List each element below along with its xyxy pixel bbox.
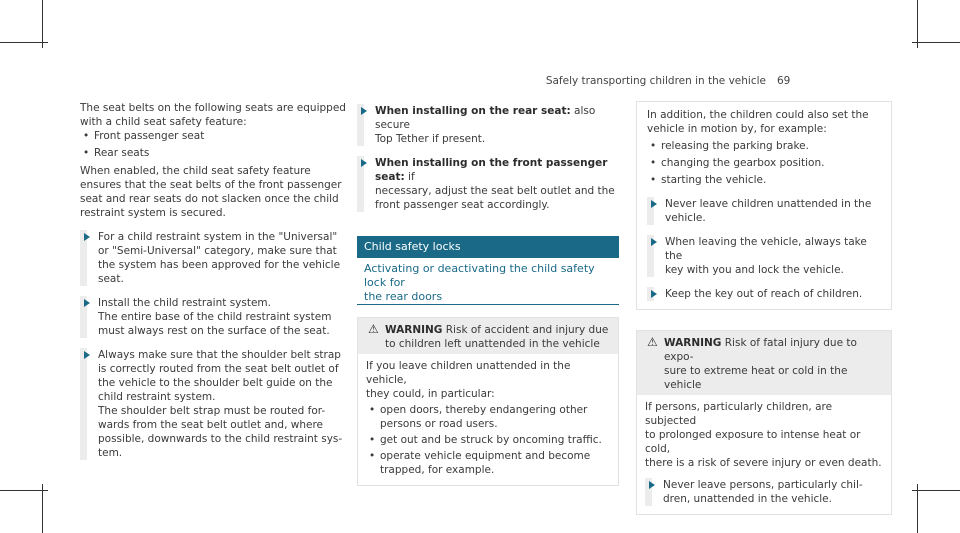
text-line: seat and rear seats do not slacken once the child	[80, 193, 339, 205]
warning-header	[637, 331, 891, 395]
text-line	[375, 104, 619, 132]
arrow-icon	[361, 159, 367, 167]
column-3	[636, 101, 892, 515]
text-line: or "Semi-Universal" category, make sure that	[98, 245, 337, 257]
text-line: sure to extreme heat or cold in the vehicle	[664, 365, 848, 391]
text-line: tem.	[98, 447, 123, 459]
text-line: Never leave children unattended in the	[665, 198, 872, 210]
arrow-icon	[84, 351, 90, 359]
text-line: For a child restraint system in the "Universal"	[98, 231, 338, 243]
text-line: Never leave persons, particularly chil-	[663, 479, 863, 491]
text-line: Install the child restraint system.	[98, 297, 271, 309]
instruction-step	[357, 104, 619, 146]
text-line: ensures that the seat belts of the front passenger	[80, 179, 342, 191]
list-item: • Front passenger seat	[80, 129, 352, 143]
intro-line: with a child seat safety feature:	[80, 116, 247, 128]
list-item: • releasing the parking brake.	[647, 139, 883, 153]
text-line: Activating or deactivating the child safety lock for	[364, 262, 595, 289]
crop-mark	[42, 0, 43, 48]
list-item: • starting the vehicle.	[647, 173, 883, 187]
list-item	[366, 433, 610, 447]
arrow-icon	[651, 200, 657, 208]
instruction-step	[80, 296, 352, 338]
arrow-icon	[361, 107, 367, 115]
text-line: The entire base of the child restraint system	[98, 311, 332, 323]
text-line: When enabled, the child seat safety feature	[80, 165, 311, 177]
arrow-icon	[651, 290, 657, 298]
warning-body	[358, 354, 618, 485]
crop-mark	[912, 42, 960, 43]
warning-label: WARNING	[385, 324, 443, 336]
continued-box	[636, 101, 892, 310]
text-line: • operate vehicle equipment and become	[380, 450, 591, 462]
text-line: to prolonged exposure to intense heat or cold,	[645, 429, 861, 455]
text-line: the system has been approved for the vehicle	[98, 259, 341, 271]
instruction-step	[647, 287, 883, 301]
text-span: also secure	[375, 105, 596, 131]
text-line: trapped, for example.	[380, 464, 495, 476]
text-span: Risk of accident and injury due	[442, 324, 609, 336]
warning-icon: ⚠	[368, 322, 379, 336]
text-line: vehicle in motion by, for example:	[647, 123, 827, 135]
text-line: In addition, the children could also set the	[647, 109, 869, 121]
section-heading: Child safety locks	[357, 236, 619, 258]
instruction-step	[80, 230, 352, 286]
text-line: child restraint system.	[98, 391, 216, 403]
crop-mark	[42, 484, 43, 533]
text-line: Keep the key out of reach of children.	[665, 288, 863, 300]
text-line: • open doors, thereby endangering other	[380, 404, 588, 416]
instruction-step	[647, 235, 883, 277]
text-line: there is a risk of severe injury or even death.	[645, 457, 882, 469]
text-span: Risk of fatal injury due to expo-	[664, 337, 857, 363]
text-line: Always make sure that the shoulder belt strap	[98, 349, 341, 361]
list-item: • Rear seats	[80, 146, 352, 160]
list-item	[366, 403, 610, 431]
warning-icon: ⚠	[647, 335, 658, 349]
text-line: vehicle.	[665, 212, 706, 224]
text-line: If you leave children unattended in the vehicle,	[366, 360, 571, 386]
text-line	[375, 156, 619, 184]
text-line: the rear doors	[364, 290, 443, 303]
text-line: When leaving the vehicle, always take the	[665, 236, 867, 262]
arrow-icon	[84, 233, 90, 241]
text-line: wards from the seat belt outlet and, where	[98, 419, 323, 431]
text-line: key with you and lock the vehicle.	[665, 264, 844, 276]
text-line: the vehicle to the shoulder belt guide on the	[98, 377, 333, 389]
intro-line: The seat belts on the following seats are equipped	[80, 102, 346, 114]
instruction-step	[645, 478, 883, 506]
bold-label: When installing on the front passenger seat:	[375, 157, 608, 183]
arrow-icon	[84, 299, 90, 307]
subsection-heading	[357, 262, 619, 304]
crop-mark	[917, 0, 918, 48]
list-item	[366, 449, 610, 477]
text-line: front passenger seat accordingly.	[375, 199, 550, 211]
text-line: If persons, particularly children, are subjected	[645, 401, 833, 427]
text-line: is correctly routed from the seat belt outlet of	[98, 363, 339, 375]
instruction-step	[647, 197, 883, 225]
text-line: they could, in particular:	[366, 388, 495, 400]
text-line: persons or road users.	[380, 418, 498, 430]
text-line: to children left unattended in the vehicle	[385, 338, 600, 350]
column-2	[357, 101, 619, 486]
running-header: Safely transporting children in the vehicle	[545, 75, 766, 87]
warning-box	[636, 330, 892, 515]
page-number: 69	[777, 75, 791, 87]
text-line: dren, unattended in the vehicle.	[663, 493, 832, 505]
text-line: possible, downwards to the child restraint sys-	[98, 433, 343, 445]
arrow-icon	[651, 238, 657, 246]
warning-body	[637, 395, 891, 514]
crop-mark	[912, 490, 960, 491]
warning-box	[357, 317, 619, 486]
text-line: Top Tether if present.	[375, 133, 486, 145]
list-item: • changing the gearbox position.	[647, 156, 883, 170]
text-line	[385, 323, 610, 337]
text-line: • get out and be struck by oncoming traffic.	[380, 434, 602, 446]
crop-mark	[0, 490, 48, 491]
instruction-step	[357, 156, 619, 212]
text-line: seat.	[98, 273, 124, 285]
step-bar	[80, 348, 87, 460]
bold-label: When installing on the rear seat:	[375, 105, 571, 117]
crop-mark	[0, 42, 48, 43]
text-line: The shoulder belt strap must be routed for-	[98, 405, 326, 417]
text-line: necessary, adjust the seat belt outlet and the	[375, 185, 615, 197]
paragraph	[80, 164, 352, 220]
text-span: if	[404, 171, 415, 183]
divider	[357, 304, 619, 305]
text-line	[664, 336, 883, 364]
instruction-step	[80, 348, 352, 460]
arrow-icon	[649, 481, 655, 489]
crop-mark	[917, 484, 918, 533]
text-line: must always rest on the surface of the seat.	[98, 325, 330, 337]
warning-header	[358, 318, 618, 354]
warning-label: WARNING	[664, 337, 722, 349]
text-line: restraint system is secured.	[80, 207, 226, 219]
column-1	[80, 101, 352, 460]
